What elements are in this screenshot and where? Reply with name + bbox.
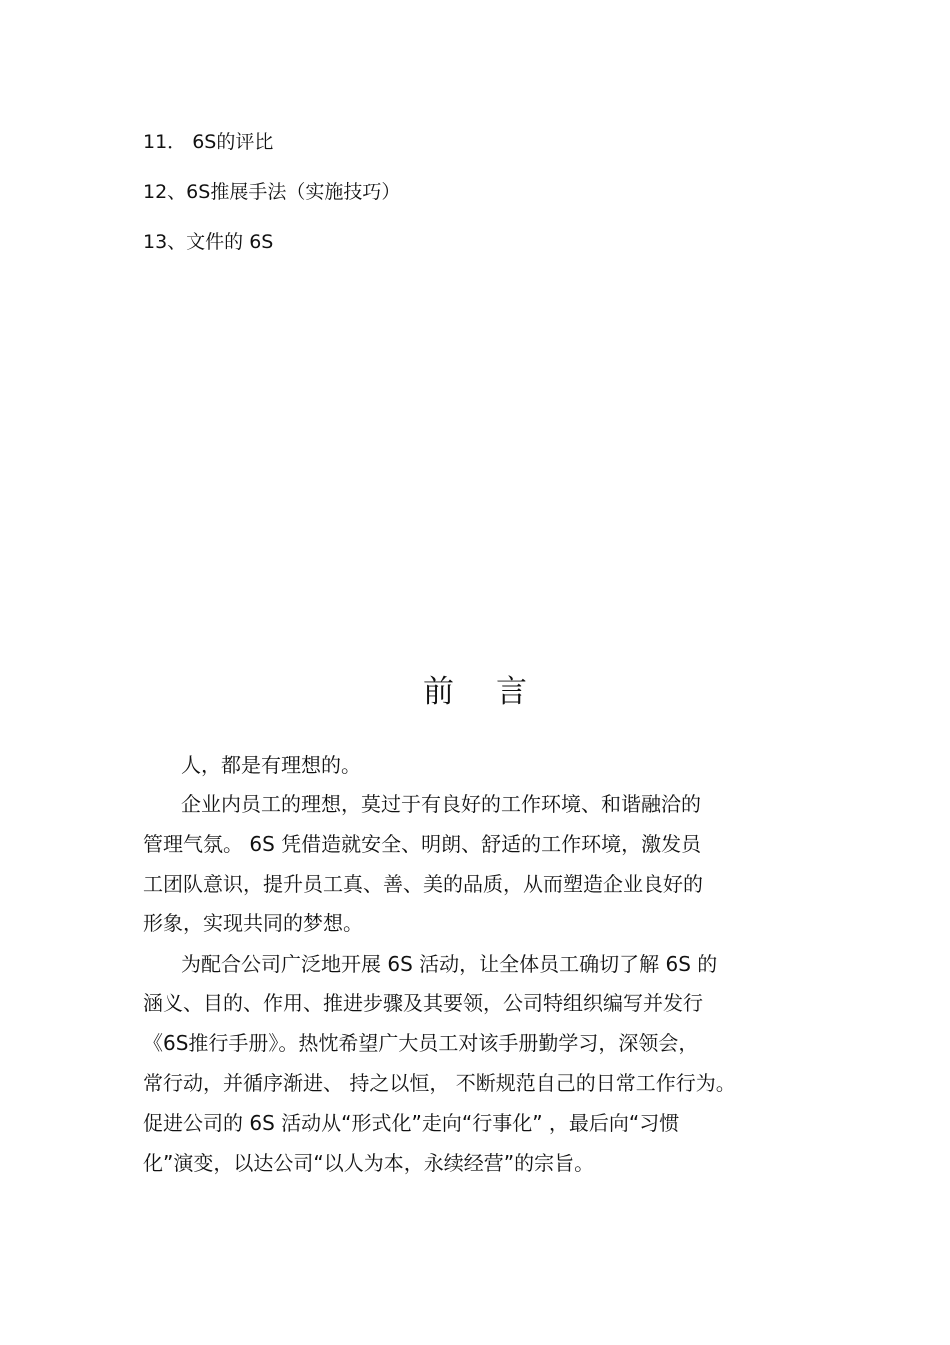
paragraph-3-line: 涵义、目的、作用、推进步骤及其要领，公司特组织编写并发行	[143, 991, 703, 1015]
paragraph-2-line: 企业内员工的理想，莫过于有良好的工作环境、和谐融洽的	[181, 792, 701, 816]
toc-item-13: 13、文件的 6S	[143, 231, 274, 253]
paragraph-2-line: 工团队意识，提升员工真、善、美的品质，从而塑造企业良好的	[143, 872, 703, 896]
paragraph-3-line: 为配合公司广泛地开展 6S 活动，让全体员工确切了解 6S 的	[181, 952, 718, 976]
toc-item-11: 11． 6S的评比	[143, 131, 274, 153]
paragraph-3-line: 常行动，并循序渐进、 持之以恒， 不断规范自己的日常工作行为。	[143, 1071, 736, 1095]
title-char-1: 前	[423, 674, 454, 710]
paragraph-2-line: 管理气氛。 6S 凭借造就安全、明朗、舒适的工作环境，激发员	[143, 832, 702, 856]
page-title	[0, 672, 950, 712]
paragraph-3-line: 促进公司的 6S 活动从“形式化”走向“行事化” ，最后向“习惯	[143, 1111, 680, 1135]
paragraph-2-line: 形象，实现共同的梦想。	[143, 911, 363, 935]
paragraph-3-line: 化”演变，以达公司“以人为本，永续经营”的宗旨。	[143, 1151, 595, 1175]
title-char-2: 言	[496, 674, 527, 710]
toc-item-12: 12、6S推展手法（实施技巧）	[143, 181, 401, 203]
paragraph-3-line: 《6S推行手册》。热忱希望广大员工对该手册勤学习，深领会，	[143, 1031, 699, 1055]
paragraph-1-line: 人，都是有理想的。	[181, 753, 361, 777]
